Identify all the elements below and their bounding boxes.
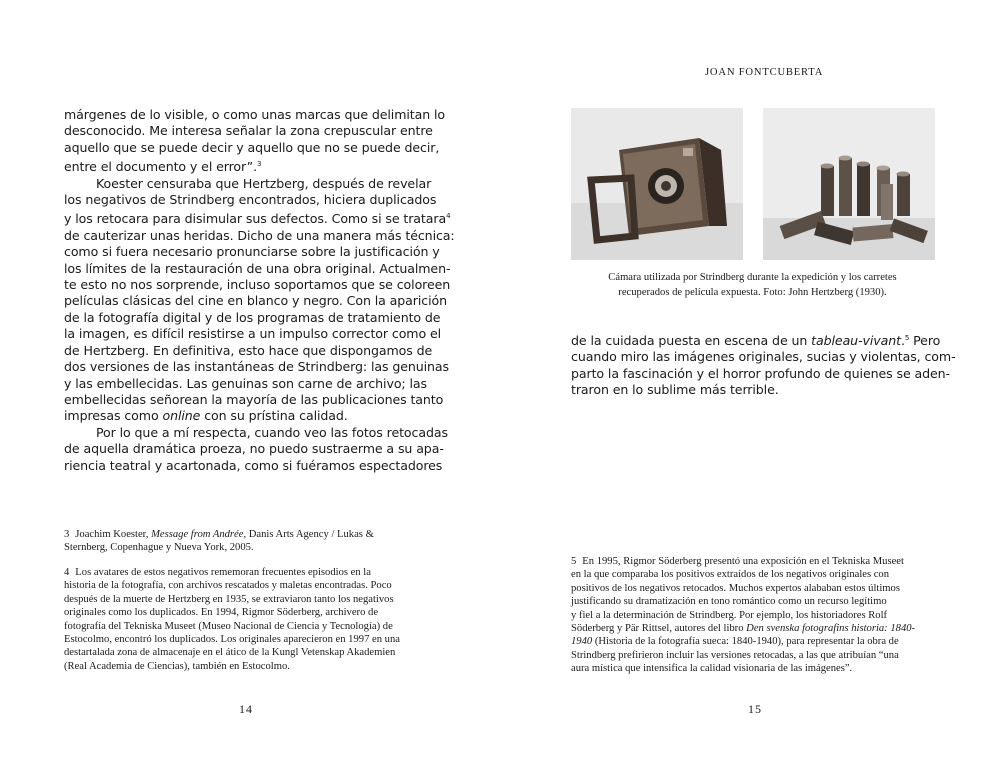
line-text: . — [900, 333, 905, 348]
text-line — [64, 579, 400, 592]
text-line — [64, 541, 374, 554]
line-text: los límites de la restauración de una obra original. Actualmen- — [64, 260, 451, 276]
line-text: aura mística que intensifica la calidad visionaria de las imágenes”. — [571, 663, 853, 675]
photo-caption — [570, 271, 935, 300]
line-text: y los retocara para disimular sus defectos. — [64, 211, 328, 227]
page-number-left: 14 — [239, 702, 253, 716]
text-line — [64, 458, 455, 474]
footnote-ref: 5 — [904, 334, 910, 342]
footnote-5 — [571, 555, 915, 676]
text-line — [64, 425, 455, 441]
line-text: originales como los duplicados. En 1994, Rigmor Söderberg, archivero de — [64, 607, 379, 619]
line-text: Strindberg prefirieron incluir las versiones retocadas, a las que atribuían “una — [571, 649, 899, 661]
footnote-number: 3 — [64, 529, 70, 540]
line-text: películas clásicas del cine en blanco y negro. Con la aparición — [64, 293, 447, 309]
line-text: y las embellecidas. Las genuinas son carne de archivo; las — [64, 375, 427, 391]
footnote-3 — [64, 528, 374, 555]
italic-text: Den svenska fotografins historia: 1840- — [746, 623, 916, 635]
text-line — [571, 555, 915, 568]
line-text: con su prístina calidad. — [200, 408, 348, 424]
page-number-right: 15 — [748, 702, 762, 716]
line-text: de la cuidada puesta en escena de un — [571, 333, 812, 348]
camera-photo — [571, 108, 743, 260]
text-line — [64, 376, 455, 392]
text-line — [64, 408, 455, 424]
line-text: de Hertzberg. En definitiva, esto hace que dispongamos de — [64, 342, 433, 358]
text-line — [64, 606, 400, 619]
line-text: te esto no nos sorprende, incluso soportamos que se coloreen — [64, 277, 451, 293]
line-text: márgenes de lo visible, o como unas marcas que delimitan lo — [64, 107, 446, 122]
line-text: Como si se tratara — [327, 211, 447, 227]
text-line — [64, 156, 455, 175]
text-line — [571, 349, 956, 365]
line-text: de la fotografía digital y de los programas de tratamiento de — [64, 309, 441, 325]
line-text: Koester censuraba que Hertzberg, después de revelar — [96, 175, 432, 191]
text-line — [64, 293, 455, 309]
text-line — [571, 649, 915, 662]
line-text: justificando su dramatización en tono romántico como un recurso legítimo — [571, 596, 887, 608]
text-line — [64, 343, 455, 359]
line-text: (Real Academia de Ciencias), también en Estocolmo. — [64, 660, 290, 672]
line-text: (Historia de la fotografía sueca: 1840-1940), para representar la obra de — [592, 636, 899, 648]
line-text: riencia teatral y acartonada, como si fuéramos espectadores — [64, 457, 443, 473]
text-line — [64, 192, 455, 208]
line-text: impresas como — [64, 408, 163, 424]
line-text: Joachim Koester, — [75, 529, 152, 540]
line-text: Por lo que a mí respecta, cuando veo las fotos retocadas — [96, 424, 448, 440]
footnote-number: 4 — [64, 567, 70, 578]
line-text: Pero — [909, 333, 941, 348]
line-text: de aquella dramática proeza, no puedo sustraerme a su apa- — [64, 441, 444, 457]
line-text: dos versiones de las instantáneas de Strindberg: las genuinas — [64, 359, 449, 375]
text-line — [64, 277, 455, 293]
text-line — [64, 633, 400, 646]
text-line — [64, 326, 455, 342]
italic-text: online — [162, 408, 201, 424]
text-line — [571, 382, 956, 398]
text-line — [571, 582, 915, 595]
text-line — [64, 660, 400, 673]
text-line — [571, 330, 956, 349]
text-line — [64, 593, 400, 606]
italic-text: tableau-vivant — [811, 333, 901, 348]
line-text: aquello que se puede decir y aquello que no se puede decir, — [64, 139, 440, 155]
line-text: embellecidas señorean la mayoría de las publicaciones tanto — [64, 391, 444, 407]
footnote-number: 5 — [571, 556, 577, 567]
text-line — [64, 646, 400, 659]
line-text: Söderberg y Pär Rittsel, autores del libro — [571, 623, 747, 635]
text-line — [64, 244, 455, 260]
footnote-4 — [64, 566, 400, 673]
text-line — [571, 568, 915, 581]
film-rolls-illustration — [763, 108, 935, 260]
text-line — [64, 176, 455, 192]
text-line — [571, 622, 915, 635]
right-body-text — [571, 330, 956, 399]
text-line — [64, 123, 455, 139]
text-line — [64, 392, 455, 408]
line-text: de cauterizar unas heridas. Dicho de una manera más técnica: — [64, 227, 455, 243]
text-line — [64, 528, 374, 541]
line-text: en la que comparaba los positivos extraídos de los negativos originales con — [571, 569, 890, 581]
line-text: y fiel a la determinación de Strindberg. Por ejemplo, los historiadores Rolf — [571, 609, 888, 621]
line-text: desconocido. Me interesa señalar la zona crepuscular entre — [64, 123, 433, 139]
text-line — [64, 310, 455, 326]
line-text: historia de la fotografía, con archivos rescatados y maletas encontradas. Poco — [64, 580, 392, 592]
text-line — [571, 635, 915, 648]
text-line — [64, 566, 400, 579]
line-text: entre el documento y el error”. — [64, 159, 257, 175]
text-line — [64, 228, 455, 244]
caption-line: recuperados de película expuesta. Foto: John Hertzberg (1930). — [618, 286, 887, 298]
left-body-text — [64, 107, 455, 474]
line-text: En 1995, Rigmor Söderberg presentó una exposición en el Tekniska Museet — [582, 556, 904, 567]
italic-text: Message from Andrée — [151, 529, 244, 540]
caption-line: Cámara utilizada por Strindberg durante la expedición y los carretes — [608, 272, 897, 283]
line-text: Estocolmo, encontró los duplicados. Los originales aparecieron en 1997 en una — [64, 634, 400, 646]
line-text: como si fuera necesario pronunciarse sobre la justificación y — [64, 244, 440, 260]
line-text: Sternberg, Copenhague y Nueva York, 2005. — [64, 542, 254, 554]
text-line — [571, 366, 956, 382]
text-line — [571, 662, 915, 675]
line-text: destartalada zona de almacenaje en el ático de la Kungl Vetenskap Akademien — [64, 647, 396, 659]
text-line — [64, 441, 455, 457]
line-text: traron en lo sublime más terrible. — [571, 382, 779, 398]
camera-illustration — [571, 108, 743, 260]
line-text: Los avatares de estos negativos rememoran frecuentes episodios en la — [75, 567, 371, 578]
line-text: la imagen, es difícil resistirse a un impulso corrector como el — [64, 326, 442, 342]
footnote-ref: 3 — [256, 160, 262, 169]
line-text: , Danis Arts Agency / Lukas & — [243, 529, 374, 540]
text-line — [64, 261, 455, 277]
line-text: cuando miro las imágenes originales, sucias y violentas, com- — [571, 349, 956, 365]
running-head: JOAN FONTCUBERTA — [705, 67, 824, 78]
italic-text: 1940 — [571, 636, 593, 648]
footnote-ref: 4 — [446, 212, 451, 221]
text-line — [64, 107, 455, 123]
film-rolls-photo — [763, 108, 935, 260]
line-text: después de la muerte de Hertzberg en 1935, se extraviaron tanto los negativos — [64, 593, 394, 605]
text-line — [64, 359, 455, 375]
line-text: los negativos de Strindberg encontrados, hiciera duplicados — [64, 192, 437, 208]
line-text: positivos de los negativos retocados. Muchos expertos alababan estos últimos — [571, 582, 900, 594]
text-line — [64, 140, 455, 156]
text-line — [64, 620, 400, 633]
line-text: parto la fascinación y el horror profundo de quienes se aden- — [571, 365, 950, 381]
text-line — [571, 609, 915, 622]
line-text: fotografía del Tekniska Museet (Museo Nacional de Ciencia y Tecnología) de — [64, 620, 393, 632]
text-line — [64, 208, 455, 227]
text-line — [571, 595, 915, 608]
